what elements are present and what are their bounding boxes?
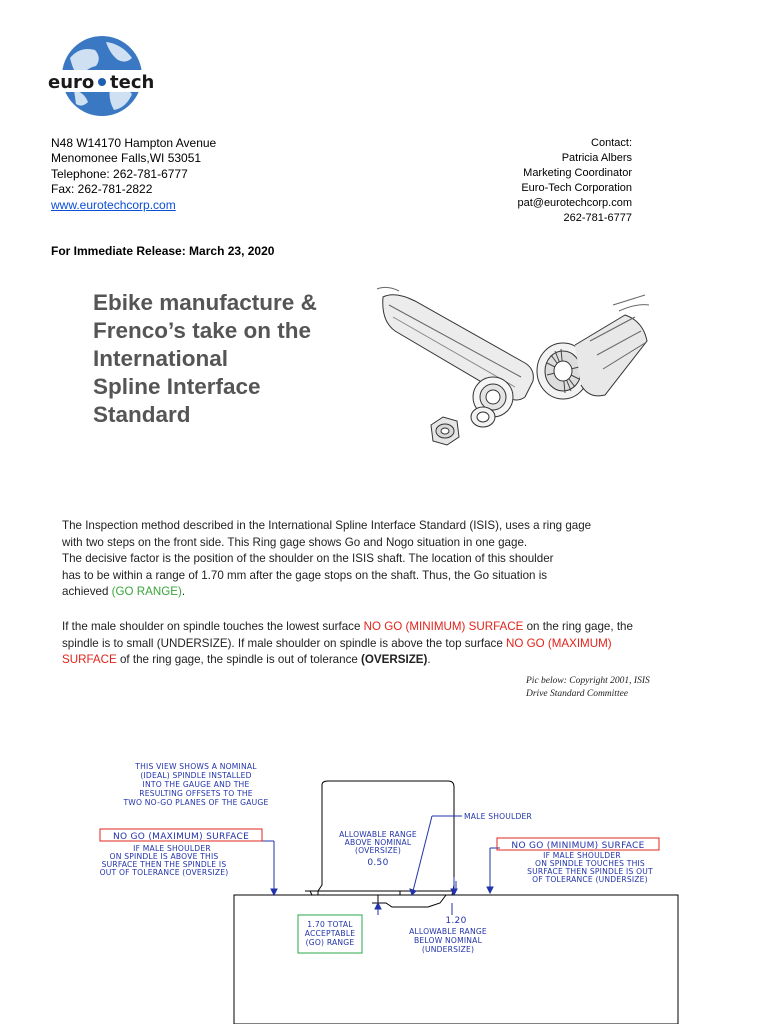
allow-below-line: (UNDERSIZE) [421,945,475,954]
no-go-max-highlight: SURFACE [62,653,117,667]
allow-above-line: (OVERSIZE) [354,846,402,855]
address-block [51,136,216,213]
oversize-bold: (OVERSIZE) [361,653,428,667]
logo-text-euro: euro [48,72,95,93]
diagram-intro-line: RESULTING OFFSETS TO THE [139,789,253,798]
text-span: of the ring gage, the spindle is out of tolerance [116,653,362,667]
address-line-1: N48 W14170 Hampton Avenue [51,136,217,150]
text-span: . [181,585,186,599]
diagram-intro-line: THIS VIEW SHOWS A NOMINAL [135,762,257,771]
value-above: 0.50 [367,858,389,868]
allow-above-line: ALLOWABLE RANGE [339,830,417,839]
logo-text-tech: tech [110,72,155,93]
text-line [62,652,686,669]
text-span: on the ring gage, the [523,620,633,633]
fax: Fax: 262-781-2822 [51,182,153,197]
min-surface-title: NO GO (MINIMUM) SURFACE [511,841,645,851]
headline-line: International [93,346,229,371]
paragraph-no-go-surfaces [62,619,686,669]
text-line: The Inspection method described in the International Spline Interface Standard (ISIS), uses a ring gage [62,519,592,532]
go-range-line: 1.70 TOTAL [307,920,353,929]
headline-line: Standard [93,402,191,427]
go-range-line: (GO) RANGE [305,938,355,947]
text-span: spindle is to small (UNDERSIZE). If male shoulder on spindle is above the top surface [62,636,506,650]
min-desc-line: SURFACE THEN SPINDLE IS OUT [527,867,653,876]
image-caption [526,675,650,701]
go-range-line: ACCEPTABLE [304,929,356,938]
allow-below-line: BELOW NOMINAL [413,936,483,945]
text-line: The decisive factor is the position of the shoulder on the ISIS shaft. The location of this shoulder [62,552,554,566]
diagram-intro-line: INTO THE GAUGE AND THE [142,780,250,789]
address-line-2: Menomonee Falls,WI 53051 [51,151,202,166]
website-link[interactable]: www.eurotechcorp.com [51,197,176,212]
min-desc-line: OF TOLERANCE (UNDERSIZE) [532,875,648,884]
max-desc-line: SURFACE THEN THE SPINDLE IS [101,860,227,869]
release-date: For Immediate Release: March 23, 2020 [51,244,275,258]
text-line [62,619,686,636]
headline [93,289,363,429]
contact-role: Marketing Coordinator [523,167,632,179]
telephone: Telephone: 262-781-6777 [51,166,188,181]
text-line: with two steps on the front side. This Ring gage shows Go and Nogo situation in one gage. [62,535,528,549]
min-desc-line: ON SPINDLE TOUCHES THIS [535,859,645,868]
contact-label: Contact: [591,137,632,149]
euro-tech-logo [40,28,170,128]
max-desc-line: IF MALE SHOULDER [133,844,211,853]
contact-name: Patricia Albers [561,152,632,164]
contact-phone: 262-781-6777 [563,212,632,224]
max-desc-line: OUT OF TOLERANCE (OVERSIZE) [99,868,229,877]
text-line [62,636,686,653]
caption-line: Pic below: Copyright 2001, ISIS [526,676,650,686]
no-go-max-highlight: NO GO (MAXIMUM) [505,636,612,650]
globe-icon [40,28,170,128]
value-below: 1.20 [445,916,467,926]
ring-gage-diagram [60,745,720,1024]
no-go-min-highlight: NO GO (MINIMUM) SURFACE [363,620,524,633]
max-surface-title: NO GO (MAXIMUM) SURFACE [112,832,250,842]
min-desc-line: IF MALE SHOULDER [543,851,621,860]
contact-email: pat@eurotechcorp.com [517,197,632,209]
text-line [62,584,686,601]
crank-spindle-illustration [375,285,650,460]
caption-line: Drive Standard Committee [526,689,629,699]
text-line: has to be within a range of 1.70 mm after the gage stops on the shaft. Thus, the Go situation is [62,568,548,582]
allow-above-line: ABOVE NOMINAL [344,838,412,847]
diagram-intro-line: TWO NO-GO PLANES OF THE GAUGE [123,798,269,807]
male-shoulder-label: MALE SHOULDER [464,812,533,821]
text-span: achieved [62,585,112,599]
max-desc-line: ON SPINDLE IS ABOVE THIS [109,852,219,861]
go-range-highlight: (GO RANGE) [111,585,182,599]
paragraph-inspection-method [62,518,686,601]
contact-company: Euro-Tech Corporation [521,182,632,194]
headline-line: Frenco’s take on the [93,318,311,343]
allow-below-line: ALLOWABLE RANGE [409,927,487,936]
contact-block [517,136,632,226]
text-span: . [427,653,431,667]
diagram-intro-line: (IDEAL) SPINDLE INSTALLED [140,771,252,780]
text-span: If the male shoulder on spindle touches the lowest surface [62,620,364,633]
headline-line: Ebike manufacture & [93,290,317,315]
headline-line: Spline Interface [93,374,261,399]
